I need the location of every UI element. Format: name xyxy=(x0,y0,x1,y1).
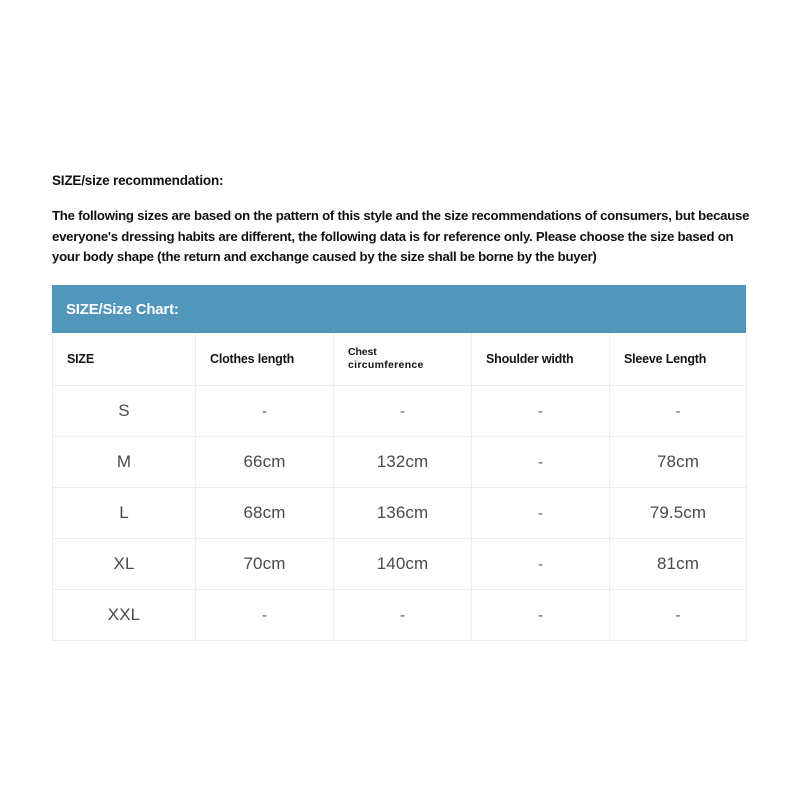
cell-clothes-length: - xyxy=(196,590,334,641)
cell-clothes-length: - xyxy=(196,386,334,437)
cell-size: L xyxy=(53,488,196,539)
column-header-sleeve-length: Sleeve Length xyxy=(610,333,747,386)
cell-sleeve-length: - xyxy=(610,590,747,641)
size-chart-table xyxy=(52,333,747,641)
cell-chest-circumference: 132cm xyxy=(334,437,472,488)
column-header-chest-line1: Chest xyxy=(348,346,377,358)
size-chart-banner xyxy=(52,285,746,333)
column-header-shoulder-width: Shoulder width xyxy=(472,333,610,386)
cell-size: XL xyxy=(53,539,196,590)
cell-size: XXL xyxy=(53,590,196,641)
size-chart-table-body xyxy=(53,386,747,641)
cell-chest-circumference: 136cm xyxy=(334,488,472,539)
cell-size: S xyxy=(53,386,196,437)
cell-sleeve-length: 81cm xyxy=(610,539,747,590)
cell-shoulder-width: - xyxy=(472,488,610,539)
cell-sleeve-length: 79.5cm xyxy=(610,488,747,539)
size-chart-banner-label: SIZE/Size Chart: xyxy=(66,300,179,318)
table-row xyxy=(53,488,747,539)
table-header-row xyxy=(53,333,747,386)
cell-clothes-length: 68cm xyxy=(196,488,334,539)
size-chart-table-head xyxy=(53,333,747,386)
cell-chest-circumference: 140cm xyxy=(334,539,472,590)
table-row xyxy=(53,539,747,590)
table-row xyxy=(53,386,747,437)
cell-clothes-length: 70cm xyxy=(196,539,334,590)
cell-chest-circumference: - xyxy=(334,386,472,437)
cell-shoulder-width: - xyxy=(472,590,610,641)
table-row xyxy=(53,590,747,641)
cell-clothes-length: 66cm xyxy=(196,437,334,488)
size-recommendation-title: SIZE/size recommendation: xyxy=(52,173,224,188)
column-header-chest-line2: circumference xyxy=(348,359,424,371)
cell-sleeve-length: - xyxy=(610,386,747,437)
cell-shoulder-width: - xyxy=(472,539,610,590)
table-row xyxy=(53,437,747,488)
size-chart-table-container xyxy=(52,285,746,641)
column-header-clothes-length: Clothes length xyxy=(196,333,334,386)
size-recommendation-body: The following sizes are based on the pattern of this style and the size recommendations of consumers, but because everyone's dressing habits are different, the following data is for reference only. Please choose the size based on your body shape (the return and exchange caused by the size shall be borne by the buyer) xyxy=(52,208,750,264)
cell-sleeve-length: 78cm xyxy=(610,437,747,488)
cell-chest-circumference: - xyxy=(334,590,472,641)
cell-shoulder-width: - xyxy=(472,386,610,437)
cell-shoulder-width: - xyxy=(472,437,610,488)
cell-size: M xyxy=(53,437,196,488)
column-header-size: SIZE xyxy=(53,333,196,386)
column-header-chest-circumference xyxy=(334,333,472,386)
size-recommendation-section xyxy=(52,172,754,268)
